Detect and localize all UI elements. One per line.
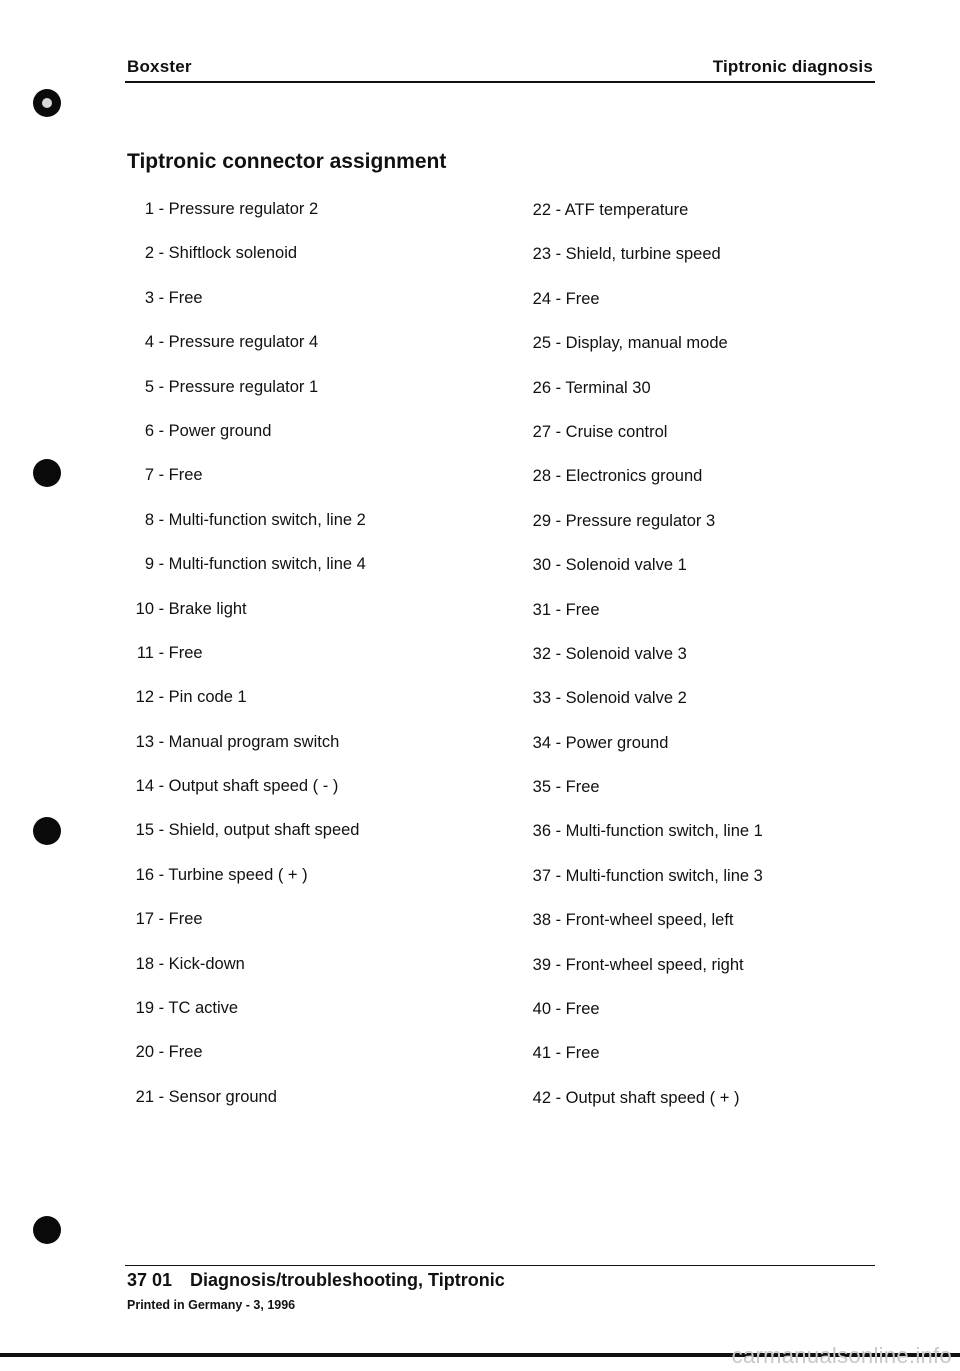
pin-separator: - (154, 999, 169, 1018)
pin-item (523, 685, 763, 729)
pin-label: TC active (168, 999, 239, 1018)
pin-number: 21 (135, 1087, 154, 1106)
pin-separator: - (551, 245, 566, 264)
pin-separator: - (551, 644, 566, 663)
pin-number: 10 (135, 599, 154, 618)
pin-number: 36 (532, 822, 551, 841)
pin-label: Multi-function switch, line 2 (168, 510, 366, 529)
pin-label: Shiftlock solenoid (168, 244, 298, 263)
pin-separator: - (154, 466, 169, 485)
pin-label: Multi-function switch, line 3 (565, 866, 763, 885)
pin-item (523, 730, 763, 774)
pin-separator: - (154, 865, 169, 884)
binder-hole-icon (33, 1216, 61, 1244)
pin-label: Brake light (168, 599, 247, 618)
footer-rule (125, 1265, 875, 1266)
pin-label: Pressure regulator 1 (168, 377, 319, 396)
pin-number: 25 (532, 334, 551, 353)
pin-item (523, 508, 763, 552)
pin-label: Multi-function switch, line 4 (168, 555, 366, 574)
pin-label: Electronics ground (565, 467, 703, 486)
pin-item (523, 774, 763, 818)
pin-label: Output shaft speed ( - ) (168, 777, 339, 796)
pin-number: 35 (532, 778, 551, 797)
pin-separator: - (551, 378, 566, 397)
pin-number: 3 (144, 288, 154, 307)
pin-number: 28 (532, 467, 551, 486)
pin-label: Sensor ground (168, 1087, 277, 1106)
pin-item (523, 463, 763, 507)
pin-label: Free (565, 600, 600, 619)
pin-number: 32 (532, 644, 551, 663)
pin-number: 9 (144, 555, 154, 574)
pin-number: 42 (532, 1088, 551, 1107)
pin-separator: - (551, 289, 566, 308)
header-chapter: Tiptronic diagnosis (712, 57, 873, 76)
header-rule (125, 81, 875, 83)
footer-section (127, 1270, 505, 1291)
pin-item (127, 196, 366, 240)
pin-number: 5 (144, 377, 154, 396)
binder-hole-icon (33, 459, 61, 487)
pin-label: Turbine speed ( + ) (168, 865, 308, 884)
pin-label: Output shaft speed ( + ) (565, 1088, 740, 1107)
pin-item (127, 329, 366, 373)
pin-label: Cruise control (565, 422, 668, 441)
pin-number: 18 (135, 954, 154, 973)
pin-item (523, 419, 763, 463)
pin-number: 24 (532, 289, 551, 308)
pin-item (523, 907, 763, 951)
pin-number: 39 (532, 955, 551, 974)
pin-separator: - (154, 510, 169, 529)
pin-separator: - (551, 955, 566, 974)
binder-hole-icon (33, 817, 61, 845)
pin-item (127, 773, 366, 817)
pin-number: 27 (532, 422, 551, 441)
pin-separator: - (551, 911, 566, 930)
pin-label: Free (565, 1000, 600, 1019)
pin-number: 12 (135, 688, 154, 707)
pin-number: 7 (144, 466, 154, 485)
pin-item (523, 818, 763, 862)
pin-separator: - (551, 600, 566, 619)
pin-item (523, 197, 763, 241)
pin-number: 26 (532, 378, 551, 397)
pin-separator: - (551, 733, 566, 752)
pin-label: Display, manual mode (565, 334, 728, 353)
pin-number: 33 (532, 689, 551, 708)
pin-separator: - (154, 643, 169, 662)
pin-item (523, 863, 763, 907)
pin-separator: - (154, 1043, 169, 1062)
pin-separator: - (551, 334, 566, 353)
pin-number: 41 (532, 1044, 551, 1063)
pin-item (523, 1085, 763, 1129)
pin-item (523, 996, 763, 1040)
pin-label: Free (168, 910, 203, 929)
watermark: carmanualsonline.info (731, 1343, 952, 1368)
pin-number: 37 (532, 866, 551, 885)
pin-number: 34 (532, 733, 551, 752)
pin-separator: - (154, 1087, 169, 1106)
pin-item (127, 285, 366, 329)
pin-item (523, 241, 763, 285)
pin-item (523, 1040, 763, 1084)
pin-label: Power ground (168, 421, 272, 440)
pin-list-left (127, 196, 366, 1128)
pin-item (127, 995, 366, 1039)
page-title: Tiptronic connector assignment (127, 150, 447, 173)
pin-separator: - (551, 822, 566, 841)
pin-item (523, 641, 763, 685)
pin-item (127, 240, 366, 284)
pin-separator: - (551, 778, 566, 797)
pin-separator: - (154, 954, 169, 973)
pin-separator: - (154, 732, 169, 751)
pin-separator: - (551, 201, 565, 219)
pin-number: 17 (135, 910, 154, 929)
pin-separator: - (154, 777, 169, 796)
pin-label: Free (565, 1044, 600, 1063)
pin-item (127, 1039, 366, 1083)
pin-item (127, 684, 366, 728)
pin-separator: - (154, 599, 169, 618)
pin-item (127, 462, 366, 506)
pin-number: 4 (144, 333, 154, 352)
pin-item (127, 817, 366, 861)
pin-item (523, 375, 763, 419)
pin-separator: - (551, 1088, 566, 1107)
pin-number: 40 (532, 1000, 551, 1019)
pin-label: Pressure regulator 2 (168, 200, 319, 218)
pin-item (127, 374, 366, 418)
pin-separator: - (154, 333, 169, 352)
pin-label: Pin code 1 (168, 688, 247, 707)
pin-label: Shield, output shaft speed (168, 821, 360, 840)
pin-number: 2 (144, 244, 154, 263)
pin-number: 13 (135, 732, 154, 751)
binder-hole-icon (33, 89, 61, 117)
pin-item (523, 597, 763, 641)
pin-number: 1 (144, 200, 154, 218)
pin-separator: - (154, 910, 169, 929)
pin-label: ATF temperature (564, 201, 689, 219)
pin-label: Free (168, 466, 203, 485)
pin-label: Power ground (565, 733, 669, 752)
pin-label: Free (168, 288, 203, 307)
pin-separator: - (154, 555, 169, 574)
footer-section-title: Diagnosis/troubleshooting, Tiptronic (190, 1270, 505, 1290)
pin-label: Free (168, 1043, 203, 1062)
pin-number: 8 (144, 510, 154, 529)
pin-item (523, 952, 763, 996)
footer-section-number: 37 01 (127, 1270, 173, 1290)
pin-separator: - (551, 467, 566, 486)
pin-label: Shield, turbine speed (565, 245, 721, 264)
pin-label: Free (168, 643, 203, 662)
pin-label: Manual program switch (168, 732, 340, 751)
pin-item (127, 951, 366, 995)
pin-separator: - (551, 556, 566, 575)
pin-number: 14 (135, 777, 154, 796)
pin-item (523, 330, 763, 374)
pin-separator: - (154, 377, 169, 396)
pin-label: Solenoid valve 3 (565, 644, 687, 663)
pin-label: Kick-down (168, 954, 245, 973)
pin-number: 23 (532, 245, 551, 264)
pin-label: Free (565, 778, 600, 797)
pin-separator: - (551, 866, 566, 885)
pin-item (127, 906, 366, 950)
pin-separator: - (154, 421, 169, 440)
pin-item (127, 418, 366, 462)
pin-separator: - (551, 1000, 566, 1019)
pin-label: Front-wheel speed, left (565, 911, 734, 930)
pin-item (127, 640, 366, 684)
pin-separator: - (551, 511, 566, 530)
pin-number: 29 (532, 511, 551, 530)
pin-item (127, 862, 366, 906)
pin-label: Terminal 30 (565, 378, 651, 397)
pin-number: 6 (144, 421, 154, 440)
header-model: Boxster (127, 57, 192, 76)
pin-separator: - (551, 1044, 566, 1063)
pin-number: 20 (135, 1043, 154, 1062)
pin-number: 19 (135, 999, 154, 1018)
pin-item (127, 596, 366, 640)
pin-item (127, 729, 366, 773)
pin-label: Front-wheel speed, right (565, 955, 744, 974)
pin-separator: - (154, 288, 169, 307)
pin-number: 30 (532, 556, 551, 575)
pin-separator: - (154, 200, 169, 218)
pin-label: Solenoid valve 2 (565, 689, 687, 708)
pin-item (127, 507, 366, 551)
pin-separator: - (154, 244, 169, 263)
pin-separator: - (154, 821, 169, 840)
pin-list-right (523, 197, 763, 1129)
pin-label: Pressure regulator 3 (565, 511, 716, 530)
pin-item (127, 551, 366, 595)
pin-label: Free (565, 289, 600, 308)
pin-separator: - (154, 688, 169, 707)
pin-item (127, 1084, 366, 1128)
pin-number: 31 (532, 600, 551, 619)
pin-number: 16 (135, 865, 154, 884)
pin-separator: - (551, 689, 566, 708)
pin-item (523, 286, 763, 330)
pin-number: 15 (135, 821, 154, 840)
pin-item (523, 552, 763, 596)
pin-label: Pressure regulator 4 (168, 333, 319, 352)
pin-label: Solenoid valve 1 (565, 556, 687, 575)
pin-separator: - (551, 422, 566, 441)
pin-number: 38 (532, 911, 551, 930)
pin-number: 22 (532, 201, 551, 219)
pin-number: 11 (136, 643, 154, 662)
pin-label: Multi-function switch, line 1 (565, 822, 763, 841)
footer-printed: Printed in Germany - 3, 1996 (127, 1298, 296, 1312)
